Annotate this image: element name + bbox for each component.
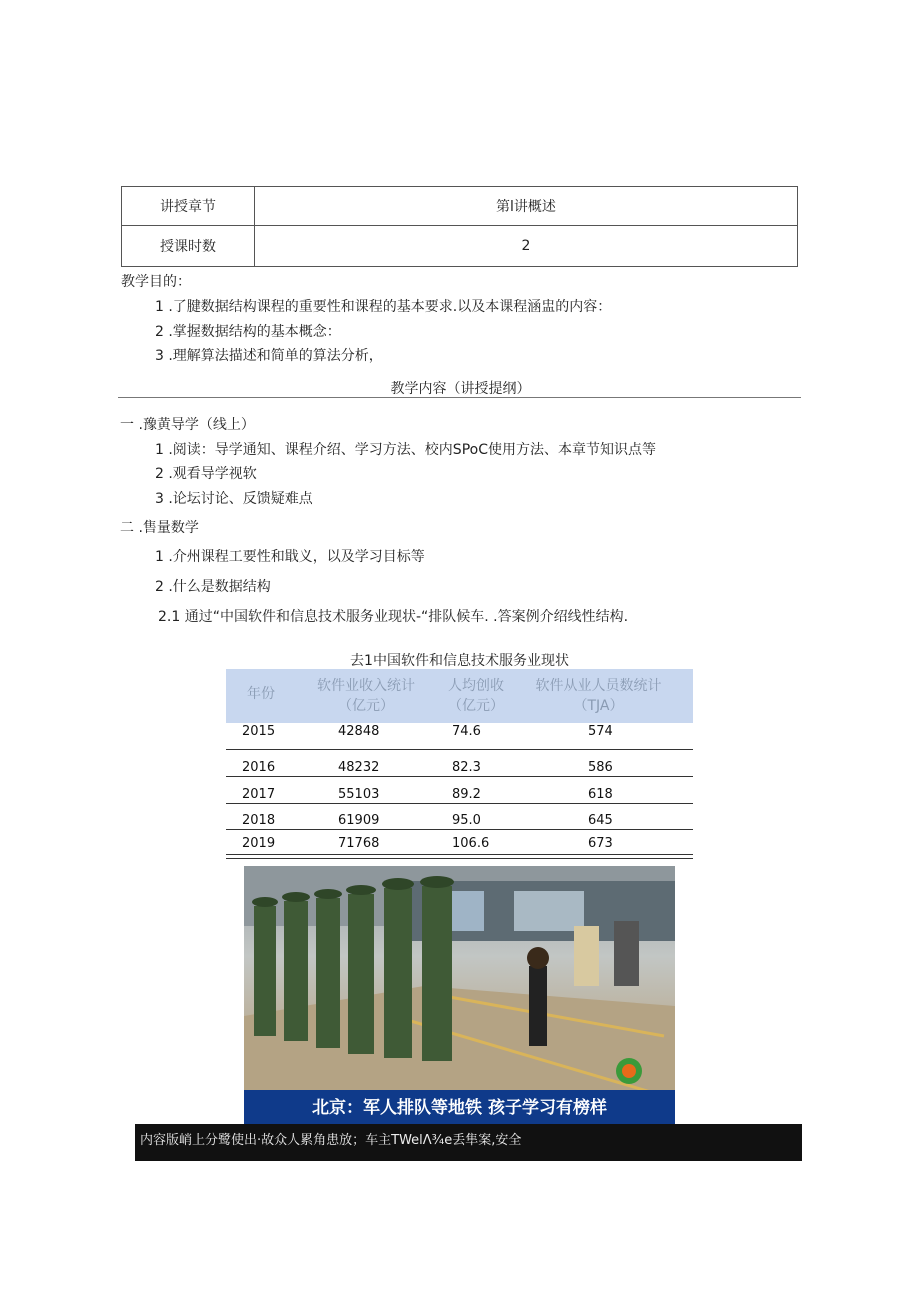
cell-employees: 618 bbox=[588, 787, 613, 802]
header-per-capita-unit: （亿元） bbox=[448, 698, 504, 714]
cell-employees: 645 bbox=[588, 813, 613, 828]
table-header bbox=[226, 669, 693, 723]
objective-item-3: 3 .理解算法描述和简单的算法分析， bbox=[155, 348, 383, 364]
header-year-label: 年份 bbox=[247, 686, 275, 702]
part1-heading: 一 .豫黄导学（线上） bbox=[120, 417, 255, 433]
objective-item-1: 1 .了腱数据结构课程的重要性和课程的基本要求.以及本课程涵盅的内容： bbox=[155, 299, 612, 315]
header-employees-unit: （TJA） bbox=[573, 698, 624, 714]
cell-per-capita: 95.0 bbox=[452, 813, 481, 828]
table-bottom-rule bbox=[226, 854, 693, 855]
cell-year: 2015 bbox=[242, 724, 276, 739]
subway-scene-illustration bbox=[244, 866, 675, 1124]
table-bottom-rule-2 bbox=[226, 858, 693, 859]
part2-item-1: 1 .介州课程工要性和戢义，以及学习目标等 bbox=[155, 549, 425, 565]
header-revenue-unit: （亿元） bbox=[338, 698, 394, 714]
row-divider bbox=[226, 829, 693, 830]
cell-year: 2018 bbox=[242, 813, 276, 828]
header-per-capita-label: 人均创收 bbox=[448, 678, 504, 694]
cell-revenue: 42848 bbox=[338, 724, 380, 739]
header-per-capita bbox=[436, 669, 516, 716]
hours-value: 2 bbox=[255, 226, 798, 267]
cell-revenue: 55103 bbox=[338, 787, 380, 802]
part2-item-3: 2.1 通过“中国软件和信息技术服务业现状-“排队候车. .答案例介绍线性结构. bbox=[158, 609, 629, 625]
cell-per-capita: 89.2 bbox=[452, 787, 481, 802]
header-employees-label: 软件从业人员数统计 bbox=[535, 678, 662, 694]
header-employees bbox=[516, 669, 681, 716]
cell-year: 2019 bbox=[242, 836, 276, 851]
part2-item-2: 2 .什么是数据结构 bbox=[155, 579, 271, 595]
part1-item-2: 2 .观看导学视软 bbox=[155, 466, 257, 482]
cell-employees: 673 bbox=[588, 836, 613, 851]
photo-caption: 北京：军人排队等地铁 孩子学习有榜样 bbox=[312, 1098, 607, 1118]
subtitle-bar bbox=[135, 1124, 802, 1161]
subtitle-text: 内容版峭上分鹭使出·故众人累角患放；车主TWelΛ¾e丢隼案,安全 bbox=[140, 1133, 522, 1148]
objectives-heading: 教学目的： bbox=[121, 274, 191, 290]
chapter-value: 第l讲概述 bbox=[255, 187, 798, 226]
header-year bbox=[226, 669, 296, 704]
cell-revenue: 71768 bbox=[338, 836, 380, 851]
row-divider bbox=[226, 749, 693, 750]
cell-employees: 574 bbox=[588, 724, 613, 739]
cell-per-capita: 82.3 bbox=[452, 760, 481, 775]
chapter-label: 讲授章节 bbox=[122, 187, 255, 226]
section-divider bbox=[118, 397, 801, 398]
row-divider bbox=[226, 776, 693, 777]
objective-item-2: 2 .掌握数据结构的基本概念： bbox=[155, 324, 341, 340]
hours-label: 授课时数 bbox=[122, 226, 255, 267]
content-title: 教学内容（讲授提纲） bbox=[390, 381, 531, 397]
cell-per-capita: 106.6 bbox=[452, 836, 490, 851]
row-divider bbox=[226, 803, 693, 804]
cell-year: 2016 bbox=[242, 760, 276, 775]
header-revenue bbox=[296, 669, 436, 716]
header-revenue-label: 软件业收入统计 bbox=[317, 678, 415, 694]
cell-revenue: 48232 bbox=[338, 760, 380, 775]
part1-item-3: 3 .论坛讨论、反馈疑难点 bbox=[155, 491, 313, 507]
cell-employees: 586 bbox=[588, 760, 613, 775]
table-caption: 去1中国软件和信息技术服务业现状 bbox=[350, 653, 569, 669]
news-photo bbox=[244, 866, 675, 1124]
cell-per-capita: 74.6 bbox=[452, 724, 481, 739]
cell-year: 2017 bbox=[242, 787, 276, 802]
part1-item-1: 1 .阅读：导学通知、课程介绍、学习方法、校内SPoC使用方法、本章节知识点等 bbox=[155, 442, 656, 458]
cell-revenue: 61909 bbox=[338, 813, 380, 828]
course-info-table bbox=[121, 186, 798, 267]
part2-heading: 二 .售量数学 bbox=[120, 520, 199, 536]
